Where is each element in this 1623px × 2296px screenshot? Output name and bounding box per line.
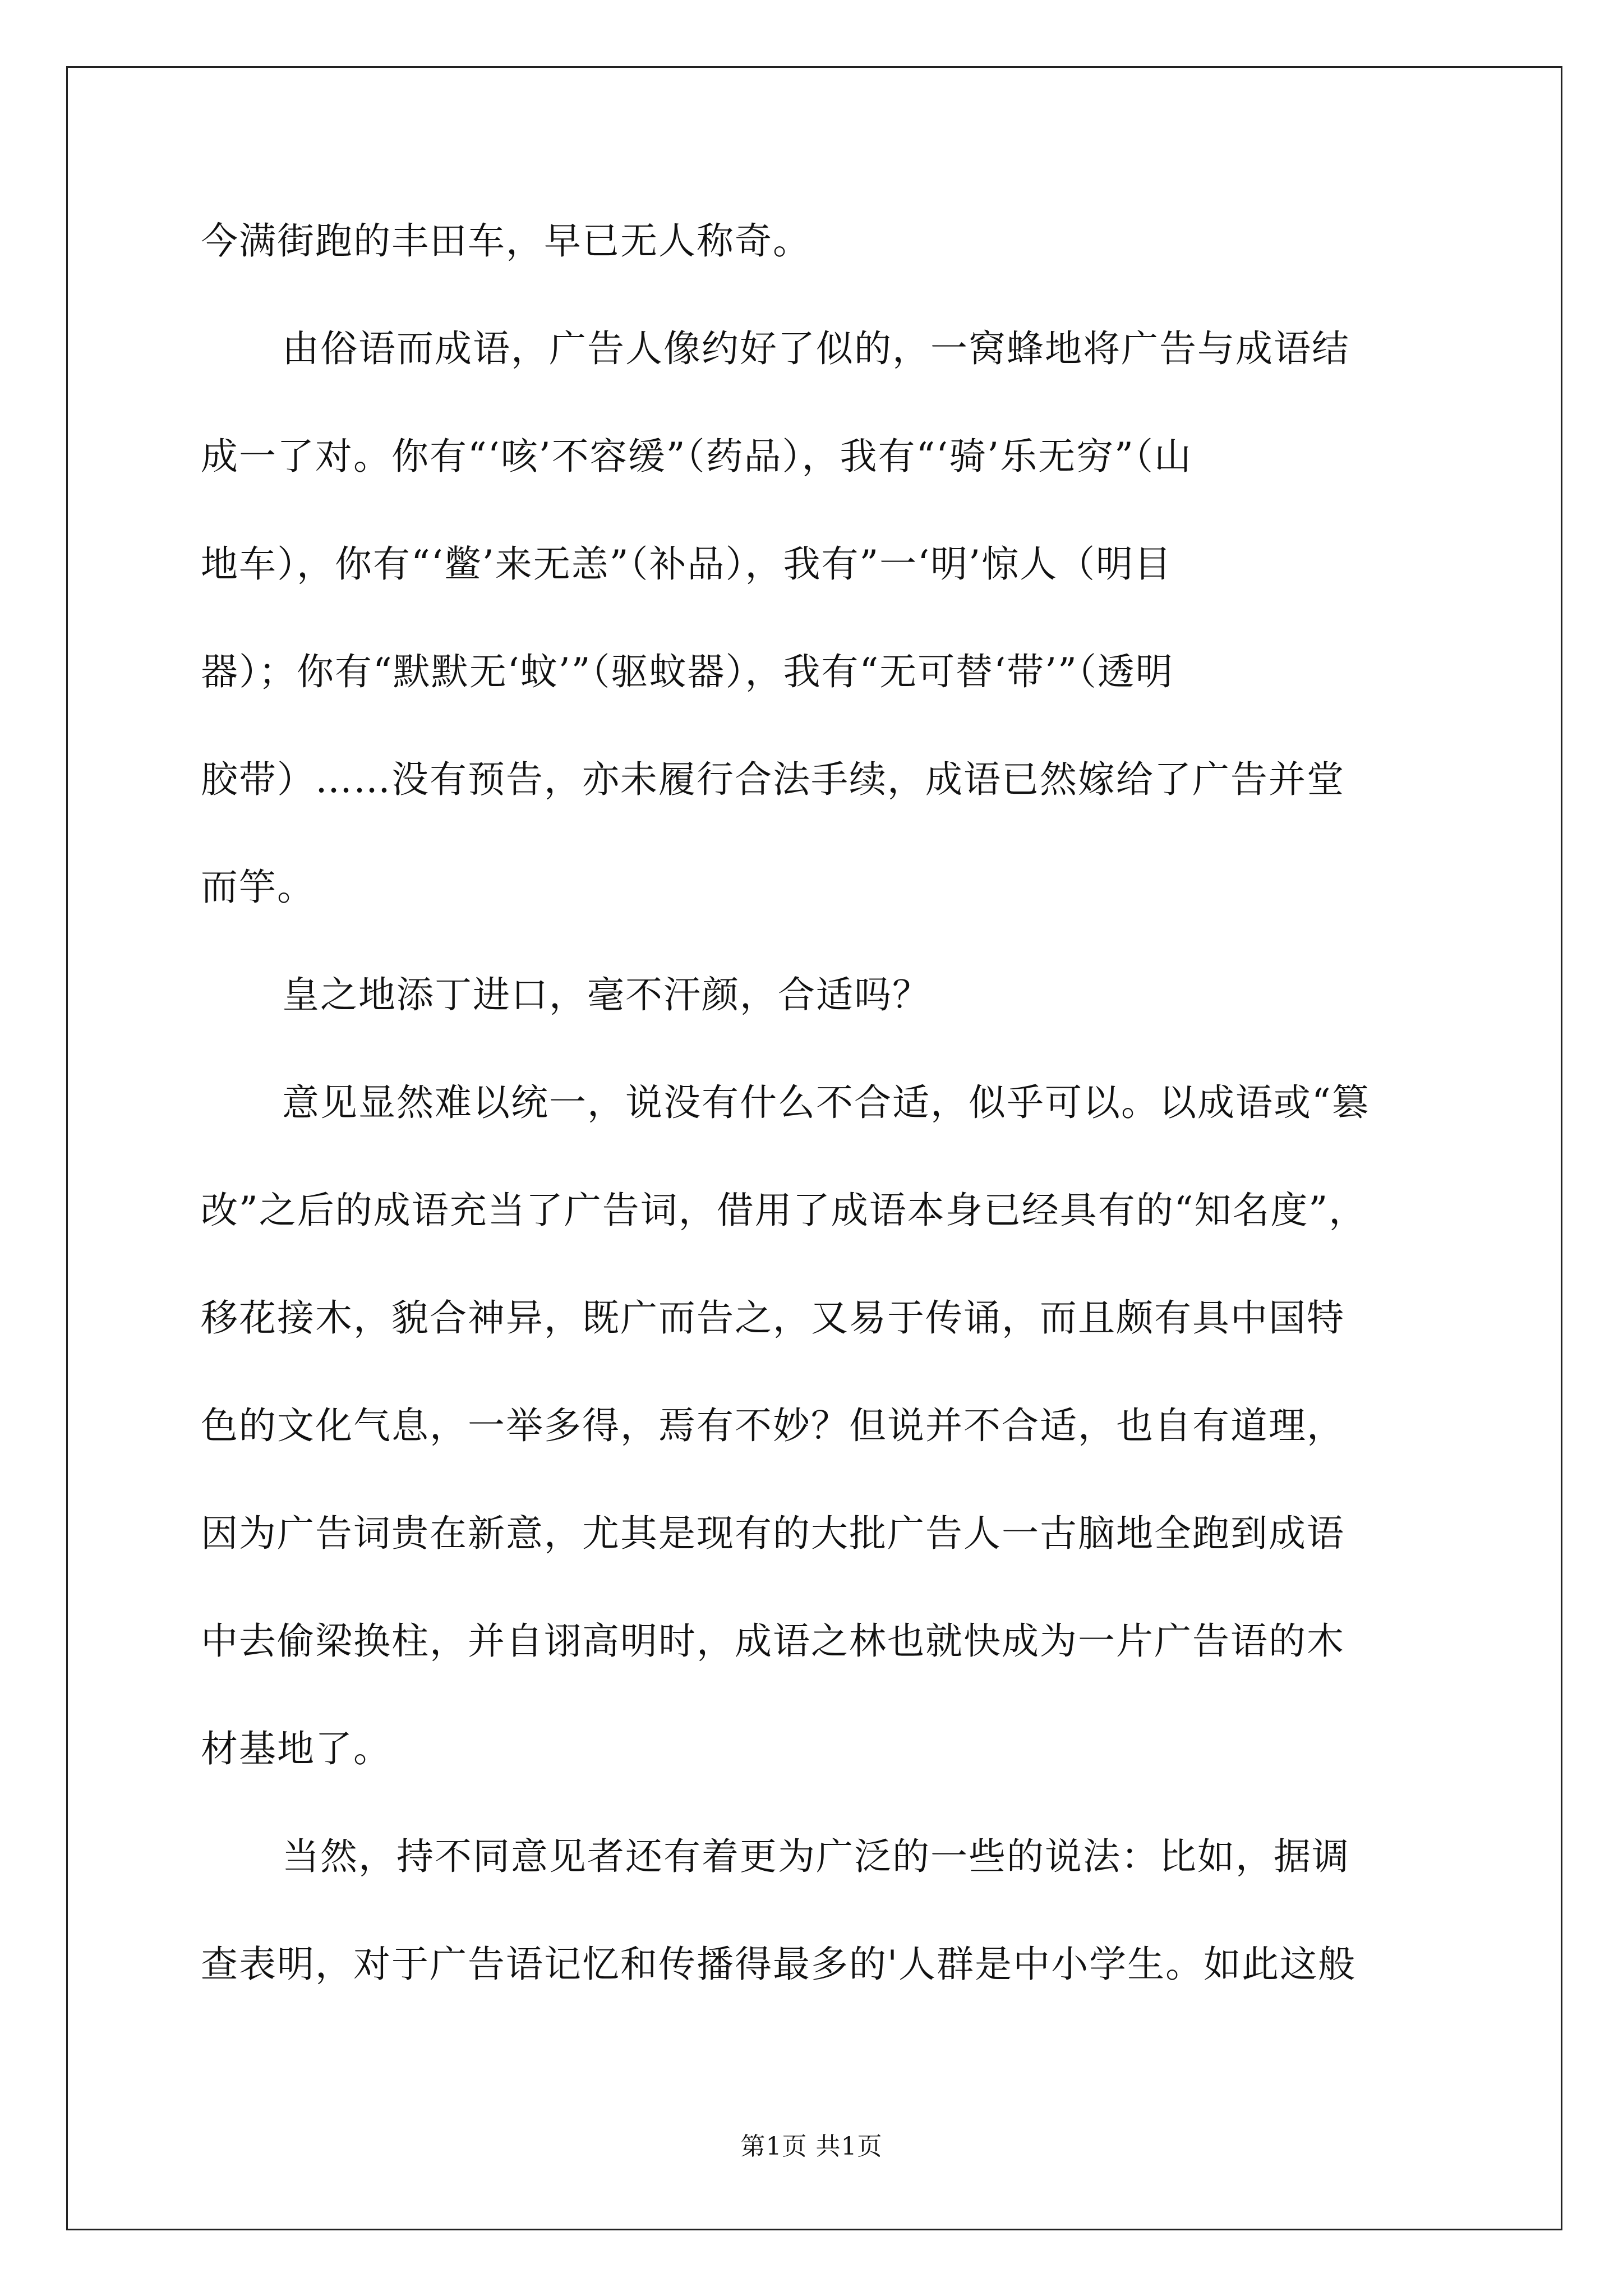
page-border [66, 66, 1562, 2230]
text-line: 改”之后的成语充当了广告词，借用了成语本身已经具有的“知名度”， [201, 1189, 1367, 1232]
text-line: 皇之地添丁进口，毫不汗颜，合适吗？ [282, 973, 930, 1016]
text-line: 胶带）……没有预告，亦未履行合法手续，成语已然嫁给了广告并堂 [201, 758, 1345, 801]
page-number-footer: 第1页 共1页 [740, 2132, 883, 2161]
text-line: 由俗语而成语，广告人像约好了似的，一窝蜂地将广告与成语结 [282, 327, 1350, 370]
text-line: 器）；你有“默默无‘蚊’”（驱蚊器），我有“无可替‘带’”（透明 [201, 650, 1174, 693]
text-line: 地车），你有“‘鳖’来无恙”（补品），我有”一‘明’惊人（明目 [201, 542, 1173, 586]
text-line: 而竽。 [201, 866, 315, 909]
text-line: 材基地了。 [201, 1727, 391, 1770]
text-line: 移花接木，貌合神异，既广而告之，又易于传诵，而且颇有具中国特 [201, 1296, 1345, 1340]
text-line: 意见显然难以统一，说没有什么不合适，似乎可以。以成语或“篡 [282, 1081, 1370, 1124]
text-line: 因为广告词贵在新意，尤其是现有的大批广告人一古脑地全跑到成语 [201, 1512, 1345, 1555]
text-line: 查表明，对于广告语记忆和传播得最多的'人群是中小学生。如此这般 [201, 1943, 1357, 1986]
text-line: 成一了对。你有“‘咳’不容缓”（药品），我有“‘骑’乐无穷”（山 [201, 435, 1192, 478]
text-line: 当然，持不同意见者还有着更为广泛的一些的说法：比如，据调 [282, 1835, 1350, 1878]
text-line: 色的文化气息，一举多得，焉有不妙？但说并不合适，也自有道理， [201, 1404, 1345, 1447]
text-line: 今满街跑的丰田车，早已无人称奇。 [201, 219, 811, 263]
text-line: 中去偷梁换柱，并自诩高明时，成语之林也就快成为一片广告语的木 [201, 1619, 1345, 1663]
